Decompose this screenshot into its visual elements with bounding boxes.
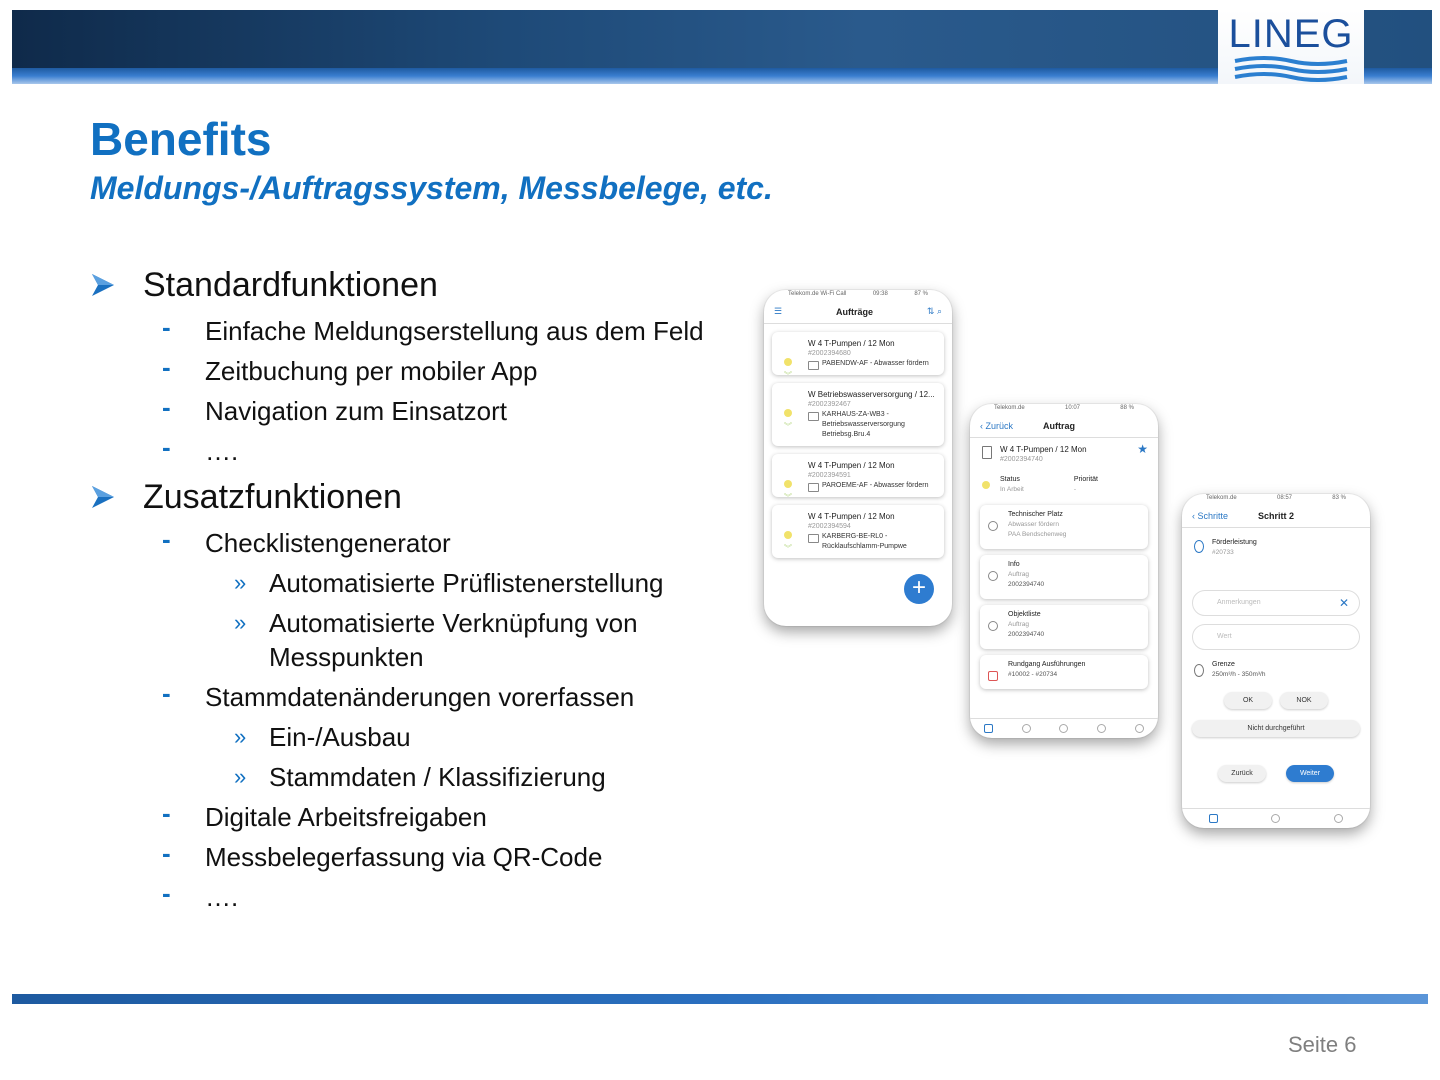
detail-card xyxy=(980,655,1148,689)
list-item-text: Stammdatenänderungen vorerfassen xyxy=(205,682,635,712)
back-link-text: Schritte xyxy=(1197,510,1229,521)
phone-screenshot-order-detail xyxy=(970,404,1158,738)
order-number: #2002392467 xyxy=(808,401,851,408)
list-item-text: …. xyxy=(205,882,239,912)
detail-card-line: PAA Bendschenweg xyxy=(1008,531,1067,538)
list-item xyxy=(90,314,730,348)
app-bar xyxy=(970,414,1158,438)
priority-chevron-icon: ︾ xyxy=(784,422,792,431)
gauge-icon xyxy=(1194,664,1204,677)
page-subtitle: Meldungs-/Auftragssystem, Messbelege, etc. xyxy=(90,170,773,206)
order-card xyxy=(772,454,944,502)
status-bar xyxy=(1182,494,1370,504)
footer-stripe xyxy=(12,994,1428,1004)
order-location: PAROEME-AF - Abwasser fördern xyxy=(808,481,936,491)
status-time: 09:38 xyxy=(872,291,888,297)
order-number: #2002394594 xyxy=(808,523,851,530)
status-battery: 87 % xyxy=(914,291,928,297)
limit-value: 250m³/h - 350m³/h xyxy=(1212,671,1266,678)
list-item-text: Zeitbuchung per mobiler App xyxy=(205,356,538,386)
dash-marker: - xyxy=(162,432,171,462)
back-button: Zurück xyxy=(1218,765,1266,782)
not-done-row xyxy=(1192,717,1360,737)
clear-icon: ✕ xyxy=(1338,596,1349,610)
status-dot xyxy=(784,531,792,539)
list-item xyxy=(90,394,730,428)
tab-chat-icon xyxy=(1022,724,1031,733)
back-link-text: Zurück xyxy=(985,420,1014,431)
status-label: Status xyxy=(1000,476,1020,483)
detail-card-line: 2002394740 xyxy=(1008,631,1045,638)
status-dot xyxy=(784,358,792,366)
list-item xyxy=(90,434,730,468)
phone-screenshot-orders xyxy=(764,290,952,626)
detail-card-line: #10002 - #20734 xyxy=(1008,671,1058,678)
order-title: W 4 T-Pumpen / 12 Mon xyxy=(808,461,895,470)
priority-label: Priorität xyxy=(1073,476,1098,483)
list-item-text: Einfache Meldungserstellung aus dem Feld xyxy=(205,316,704,346)
tab-messages-icon xyxy=(1135,724,1144,733)
lineg-logo xyxy=(1218,10,1364,84)
guillemet-marker: » xyxy=(234,764,247,789)
list-item xyxy=(90,880,730,914)
tab-orders-icon xyxy=(984,724,993,733)
detail-card-line: Abwasser fördern xyxy=(1008,521,1059,528)
tab-settings-icon xyxy=(1059,724,1068,733)
status-carrier: Telekom.de xyxy=(994,405,1025,411)
section-heading-zusatz xyxy=(90,474,730,520)
order-card xyxy=(772,505,944,558)
value-field xyxy=(1192,624,1360,650)
dash-marker: - xyxy=(162,392,171,422)
order-location-line: Betriebswasserversorgung xyxy=(822,421,905,428)
app-bar-title: Schritt 2 xyxy=(1258,510,1295,521)
sub-list-item-text: Ein-/Ausbau xyxy=(269,722,411,752)
guillemet-marker: » xyxy=(234,610,247,635)
tab-bar xyxy=(970,718,1158,738)
step-title: Förderleistung xyxy=(1212,539,1257,546)
notes-field xyxy=(1192,590,1360,616)
list-item-text: Checklistengenerator xyxy=(205,528,451,558)
status-carrier: Telekom.de Wi-Fi Call xyxy=(788,291,847,297)
order-number: #2002394591 xyxy=(808,472,851,479)
sub-list-item-text: Automatisierte Verknüpfung von Messpunkten xyxy=(269,608,638,672)
sub-list-item xyxy=(90,760,730,794)
place-icon xyxy=(988,521,998,531)
star-icon: ★ xyxy=(1137,442,1148,456)
limit-row xyxy=(1182,658,1370,682)
arrow-bullet-icon xyxy=(90,272,116,298)
sub-list-item-text: Automatisierte Prüflistenerstellung xyxy=(269,568,664,598)
detail-card-title: Objektliste xyxy=(1008,611,1041,618)
section-heading-standard xyxy=(90,262,730,308)
step-number: #20733 xyxy=(1212,549,1234,556)
status-battery: 83 % xyxy=(1332,495,1346,501)
detail-card xyxy=(980,505,1148,549)
section-heading-text: Standardfunktionen xyxy=(143,266,438,304)
order-header xyxy=(970,438,1158,467)
order-number: #2002394680 xyxy=(808,350,851,357)
order-title: W Betriebswasserversorgung / 12... xyxy=(808,390,935,399)
limit-label: Grenze xyxy=(1212,661,1235,668)
phone-screenshot-step xyxy=(1182,494,1370,828)
next-button: Weiter xyxy=(1286,765,1334,782)
status-time: 10:07 xyxy=(1064,405,1080,411)
sub-list-item xyxy=(90,566,730,600)
status-carrier: Telekom.de xyxy=(1206,495,1237,501)
order-location: KARBERG-BE-RL0 - xyxy=(808,532,936,542)
dash-marker: - xyxy=(162,838,171,868)
navigation-row xyxy=(1182,765,1370,782)
list-item xyxy=(90,526,730,560)
priority-chevron-icon: ︾ xyxy=(784,493,792,502)
status-dot xyxy=(784,480,792,488)
list-item xyxy=(90,800,730,834)
detail-card xyxy=(980,605,1148,649)
ok-button: OK xyxy=(1224,692,1272,709)
order-title: W 4 T-Pumpen / 12 Mon xyxy=(1000,445,1087,454)
order-location: KARHAUS-ZA-WB3 - xyxy=(808,410,936,420)
sub-list-item-text: Stammdaten / Klassifizierung xyxy=(269,762,606,792)
back-link: ‹ Zurück xyxy=(980,420,1014,431)
sub-list-item xyxy=(90,720,730,754)
guillemet-marker: » xyxy=(234,570,247,595)
back-link: ‹ Schritte xyxy=(1192,510,1229,521)
list-item xyxy=(90,840,730,874)
dash-marker: - xyxy=(162,798,171,828)
sort-search-icons: ⇅ ⌕ xyxy=(926,306,942,316)
dash-marker: - xyxy=(162,312,171,342)
priority-chevron-icon: ︾ xyxy=(784,371,792,380)
link-icon xyxy=(988,621,998,631)
status-bar xyxy=(764,290,952,300)
order-card xyxy=(772,332,944,380)
step-icon xyxy=(1194,540,1204,553)
detail-card-title: Info xyxy=(1008,561,1020,568)
arrow-bullet-icon xyxy=(90,484,116,510)
ok-nok-row xyxy=(1182,692,1370,709)
app-bar-title: Auftrag xyxy=(1043,420,1076,431)
walk-icon xyxy=(988,671,998,681)
status-bar xyxy=(970,404,1158,414)
list-item xyxy=(90,680,730,714)
detail-card-line: Auftrag xyxy=(1008,571,1029,578)
detail-card-line: Auftrag xyxy=(1008,621,1029,628)
priority-value: - xyxy=(1073,486,1077,493)
status-priority-row xyxy=(970,467,1158,499)
detail-card xyxy=(980,555,1148,599)
notes-placeholder: Anmerkungen xyxy=(1217,599,1261,606)
status-dot xyxy=(784,409,792,417)
tab-steps-icon xyxy=(1209,814,1218,823)
list-item-text: Digitale Arbeitsfreigaben xyxy=(205,802,487,832)
value-placeholder: Wert xyxy=(1217,633,1232,640)
order-location-line: Rücklaufschlamm-Pumpwe xyxy=(822,543,907,550)
dash-marker: - xyxy=(162,352,171,382)
section-heading-text: Zusatzfunktionen xyxy=(143,478,402,516)
tab-bar xyxy=(1182,808,1370,828)
order-card xyxy=(772,383,944,446)
guillemet-marker: » xyxy=(234,724,247,749)
dash-marker: - xyxy=(162,678,171,708)
page-title: Benefits xyxy=(90,113,272,165)
status-time: 08:57 xyxy=(1276,495,1292,501)
detail-card-title: Technischer Platz xyxy=(1008,511,1063,518)
logo-text: LINEG xyxy=(1228,12,1354,56)
order-location: PABENDW-AF - Abwasser fördern xyxy=(808,359,936,369)
order-title: W 4 T-Pumpen / 12 Mon xyxy=(808,512,895,521)
priority-chevron-icon: ︾ xyxy=(784,544,792,553)
info-icon xyxy=(988,571,998,581)
tab-docs-icon xyxy=(1334,814,1343,823)
page-number: Seite 6 xyxy=(1288,1032,1357,1057)
list-item-text: Messbelegerfassung via QR-Code xyxy=(205,842,603,872)
app-bar xyxy=(1182,504,1370,528)
status-dot xyxy=(982,481,990,489)
order-location-line: Betriebsg.Bru.4 xyxy=(822,431,871,438)
app-bar-title: Aufträge xyxy=(835,306,873,317)
detail-card-line: 2002394740 xyxy=(1008,581,1045,588)
detail-card-title: Rundgang Ausführungen xyxy=(1008,661,1086,668)
status-battery: 88 % xyxy=(1120,405,1134,411)
order-title: W 4 T-Pumpen / 12 Mon xyxy=(808,339,895,348)
list-item-text: …. xyxy=(205,436,239,466)
dash-marker: - xyxy=(162,524,171,554)
list-item xyxy=(90,354,730,388)
tab-clock-icon xyxy=(1097,724,1106,733)
nok-button: NOK xyxy=(1280,692,1328,709)
add-order-button: + xyxy=(904,574,934,604)
menu-icon: ☰ xyxy=(774,306,783,316)
waves-icon xyxy=(1231,56,1351,82)
step-header xyxy=(1182,528,1370,560)
status-value: In Arbeit xyxy=(1000,486,1024,493)
not-done-button: Nicht durchgeführt xyxy=(1192,720,1360,737)
list-item-text: Navigation zum Einsatzort xyxy=(205,396,508,426)
bullet-list xyxy=(90,258,730,914)
sub-list-item xyxy=(90,606,730,674)
dash-marker: - xyxy=(162,878,171,908)
app-bar xyxy=(764,300,952,324)
document-icon xyxy=(982,446,992,459)
order-number: #2002394740 xyxy=(1000,456,1043,463)
tab-list-icon xyxy=(1271,814,1280,823)
